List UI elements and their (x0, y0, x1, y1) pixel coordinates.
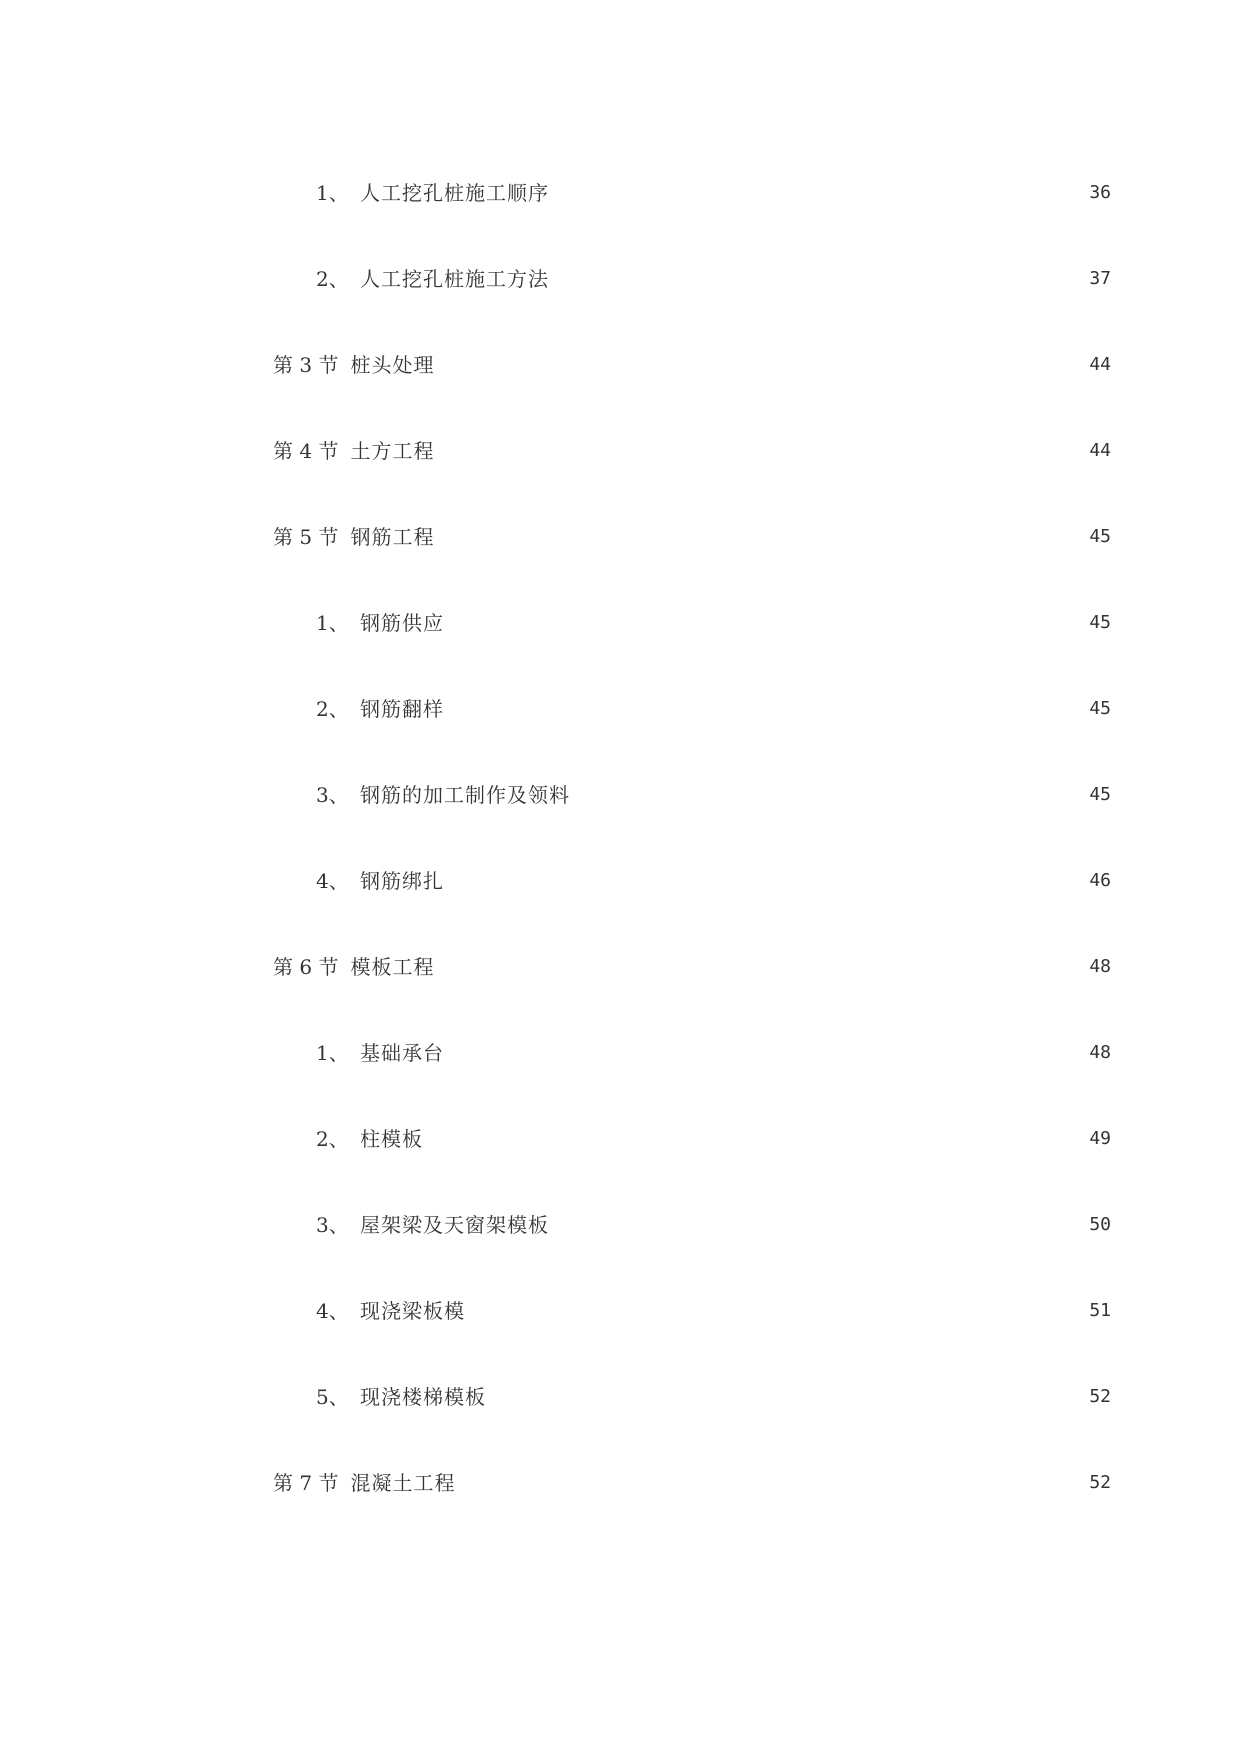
toc-dot-leader (475, 1296, 1081, 1326)
toc-entry-number: 4、 (316, 869, 349, 893)
toc-entry-title: 现浇梁板模 (360, 1299, 465, 1323)
toc-entry-page: 45 (1089, 612, 1111, 633)
toc-entry-item-1[interactable] (316, 178, 1111, 208)
toc-entry-item-1[interactable] (316, 1038, 1111, 1068)
toc-entry-page: 51 (1089, 1300, 1111, 1321)
toc-entry-page: 46 (1089, 870, 1111, 891)
toc-entry-number: 1、 (316, 611, 349, 635)
toc-entry-item-4[interactable] (316, 866, 1111, 896)
toc-dot-leader (454, 694, 1081, 724)
toc-entry-item-2[interactable] (316, 1124, 1111, 1154)
toc-entry-title: 桩头处理 (350, 353, 435, 377)
toc-entry-title: 钢筋的加工制作及领料 (360, 783, 570, 807)
toc-entry-item-3[interactable] (316, 780, 1111, 810)
toc-entry-page: 36 (1089, 182, 1111, 203)
toc-entry-title: 钢筋工程 (350, 525, 435, 549)
toc-entry-title: 人工挖孔桩施工顺序 (360, 181, 549, 205)
toc-entry-number: 第 4 节 (273, 439, 339, 463)
toc-entry-number: 2、 (316, 697, 349, 721)
toc-dot-leader (444, 952, 1081, 982)
toc-entry-title: 钢筋翻样 (360, 697, 444, 721)
toc-dot-leader (496, 1382, 1081, 1412)
toc-entry-page: 52 (1089, 1472, 1111, 1493)
toc-entry-item-4[interactable] (316, 1296, 1111, 1326)
toc-entry-page: 48 (1089, 1042, 1111, 1063)
toc-entry-number: 4、 (316, 1299, 349, 1323)
toc-dot-leader (559, 1210, 1081, 1240)
toc-entry-page: 52 (1089, 1386, 1111, 1407)
toc-entry-number: 3、 (316, 783, 349, 807)
toc-entry-number: 1、 (316, 1041, 349, 1065)
toc-entry-page: 45 (1089, 526, 1111, 547)
toc-entry-section-4[interactable] (273, 436, 1111, 466)
toc-entry-item-3[interactable] (316, 1210, 1111, 1240)
toc-entry-number: 第 5 节 (273, 525, 339, 549)
toc-entry-page: 45 (1089, 784, 1111, 805)
toc-entry-number: 5、 (316, 1385, 349, 1409)
toc-dot-leader (559, 264, 1081, 294)
toc-entry-item-2[interactable] (316, 264, 1111, 294)
toc-entry-title: 人工挖孔桩施工方法 (360, 267, 549, 291)
toc-entry-item-2[interactable] (316, 694, 1111, 724)
toc-entry-item-5[interactable] (316, 1382, 1111, 1412)
toc-entry-section-6[interactable] (273, 952, 1111, 982)
toc-entry-section-3[interactable] (273, 350, 1111, 380)
toc-entry-number: 2、 (316, 267, 349, 291)
toc-entry-number: 1、 (316, 181, 349, 205)
toc-entry-number: 第 7 节 (273, 1471, 339, 1495)
toc-entry-page: 45 (1089, 698, 1111, 719)
toc-entry-number: 第 3 节 (273, 353, 339, 377)
toc-dot-leader (454, 1038, 1081, 1068)
toc-entry-item-1[interactable] (316, 608, 1111, 638)
toc-entry-section-5[interactable] (273, 522, 1111, 552)
toc-entry-title: 柱模板 (360, 1127, 423, 1151)
toc-dot-leader (465, 1468, 1081, 1498)
toc-entry-number: 2、 (316, 1127, 349, 1151)
toc-entry-page: 37 (1089, 268, 1111, 289)
toc-entry-page: 48 (1089, 956, 1111, 977)
toc-entry-title: 基础承台 (360, 1041, 444, 1065)
toc-entry-title: 屋架梁及天窗架模板 (360, 1213, 549, 1237)
toc-entry-page: 44 (1089, 354, 1111, 375)
toc-dot-leader (444, 436, 1081, 466)
toc-dot-leader (559, 178, 1081, 208)
toc-dot-leader (433, 1124, 1081, 1154)
toc-entry-number: 第 6 节 (273, 955, 339, 979)
toc-entry-title: 钢筋供应 (360, 611, 444, 635)
toc-entry-page: 49 (1089, 1128, 1111, 1149)
toc-entry-page: 50 (1089, 1214, 1111, 1235)
toc-dot-leader (454, 608, 1081, 638)
toc-entry-title: 钢筋绑扎 (360, 869, 444, 893)
toc-entry-title: 现浇楼梯模板 (360, 1385, 486, 1409)
toc-entry-title: 模板工程 (350, 955, 435, 979)
toc-entry-section-7[interactable] (273, 1468, 1111, 1498)
toc-entry-number: 3、 (316, 1213, 349, 1237)
toc-dot-leader (444, 350, 1081, 380)
toc-entry-title: 土方工程 (350, 439, 435, 463)
toc-dot-leader (454, 866, 1081, 896)
toc-entry-title: 混凝土工程 (350, 1471, 456, 1495)
toc-dot-leader (580, 780, 1081, 810)
toc-entry-page: 44 (1089, 440, 1111, 461)
toc-dot-leader (444, 522, 1081, 552)
